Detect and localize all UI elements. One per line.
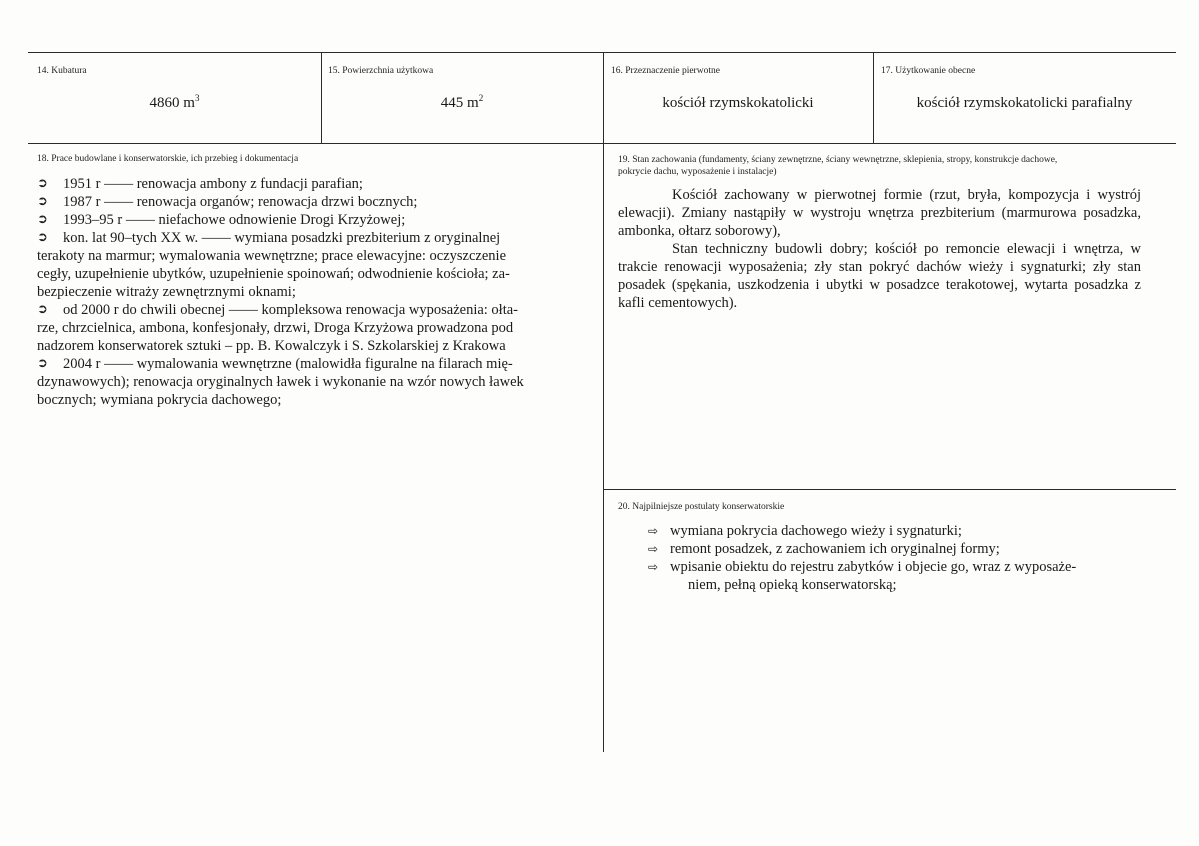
works-item xyxy=(37,211,588,229)
current-use-label: 17. Użytkowanie obecne xyxy=(881,66,976,76)
postulate-item xyxy=(648,558,1148,594)
works-continuation: nadzorem konserwatorek sztuki – pp. B. Kowalczyk i S. Szkolarskiej z Krakowa xyxy=(37,338,506,354)
postulate-text-continuation: niem, pełną opieką konserwatorską; xyxy=(688,577,897,593)
works-item-text: 1993–95 r —— niefachowe odnowienie Drogi Krzyżowej; xyxy=(63,212,406,228)
cubature-label: 14. Kubatura xyxy=(37,66,87,76)
condition-section-label xyxy=(618,154,1168,178)
condition-paragraph-2: Stan techniczny budowli dobry; kościół po remoncie elewacji i wnętrza, w trakcie renowacji wyposażenia; zły stan pokryć dachów wieży i sygnaturki; zły stan posadek (spękania, uszkodzenia i ubytki w posadzce terakotowej, wytarta posadzka z kafli cementowych). xyxy=(618,241,1141,311)
row-divider-1 xyxy=(28,143,1176,144)
condition-paragraph-1: Kościół zachowany w pierwotnej formie (rzut, bryła, kompozycja i wystrój elewacji). Zmiany nastąpiły w wystroju wnętrza prezbiterium (marmurowa posadzka, ambonka, ołtarz soborowy), xyxy=(618,187,1141,239)
works-item xyxy=(37,229,588,247)
works-item xyxy=(37,193,588,211)
usable-area-number: 445 m xyxy=(440,95,479,111)
postulate-text: wymiana pokrycia dachowego wieży i sygnaturki; xyxy=(670,523,962,539)
works-item-text: kon. lat 90–tych XX w. —— wymiana posadzki prezbiterium z oryginalnej xyxy=(63,230,501,246)
works-item-text: 2004 r —— wymalowania wewnętrzne (malowidła figuralne na filarach mię- xyxy=(63,356,513,372)
works-item xyxy=(37,175,588,193)
cubature-unit-exponent: 3 xyxy=(194,93,200,103)
postulate-item xyxy=(648,540,1148,558)
works-continuation: rze, chrzcielnica, ambona, konfesjonały, drzwi, Droga Krzyżowa prowadzona pod xyxy=(37,320,514,336)
original-purpose-label: 16. Przeznaczenie pierwotne xyxy=(611,66,720,76)
works-continuation: cegły, uzupełnienie ubytków, uzupełnienie spoinowań; odwodnienie kościoła; za- xyxy=(37,266,510,282)
original-purpose-value: kościół rzymskokatolicki xyxy=(662,95,814,111)
cubature-number: 4860 m xyxy=(149,95,195,111)
works-item-text: 1987 r —— renowacja organów; renowacja drzwi bocznych; xyxy=(63,194,418,210)
row-divider-right xyxy=(604,489,1176,490)
bold-arrow-right-icon: ➲ xyxy=(37,194,48,209)
works-continuation: bezpieczenie witraży zewnętrznymi oknami; xyxy=(37,284,296,300)
bold-arrow-right-icon: ➲ xyxy=(37,356,48,371)
works-list xyxy=(37,175,588,409)
postulate-text: remont posadzek, z zachowaniem ich oryginalnej formy; xyxy=(670,541,1000,557)
current-use-value: kościół rzymskokatolicki parafialny xyxy=(916,95,1133,111)
outline-arrow-right-icon: ⇨ xyxy=(648,542,659,556)
postulates-section-label: 20. Najpilniejsze postulaty konserwatorskie xyxy=(618,502,785,512)
works-continuation: bocznych; wymiana pokrycia dachowego; xyxy=(37,392,282,408)
cubature-value xyxy=(28,94,321,112)
bold-arrow-right-icon: ➲ xyxy=(37,212,48,227)
works-item-text: 1951 r —— renowacja ambony z fundacji parafian; xyxy=(63,176,363,192)
outline-arrow-right-icon: ⇨ xyxy=(648,524,659,538)
top-rule xyxy=(28,52,1176,53)
usable-area-label: 15. Powierzchnia użytkowa xyxy=(328,66,434,76)
bold-arrow-right-icon: ➲ xyxy=(37,230,48,245)
usable-area-value xyxy=(321,94,603,112)
outline-arrow-right-icon: ⇨ xyxy=(648,560,659,574)
works-item xyxy=(37,355,588,373)
postulate-text: wpisanie obiektu do rejestru zabytków i objecie go, wraz z wyposaże- xyxy=(670,559,1077,575)
works-continuation: terakoty na marmur; wymalowania wewnętrzne; prace elewacyjne: oczyszczenie xyxy=(37,248,506,264)
works-section-label: 18. Prace budowlane i konserwatorskie, ich przebieg i dokumentacja xyxy=(37,154,299,164)
condition-label-line-2: pokrycie dachu, wyposażenie i instalacje) xyxy=(618,167,777,177)
postulate-item xyxy=(648,522,1148,540)
condition-text xyxy=(618,186,1141,312)
usable-area-unit-exponent: 2 xyxy=(478,93,484,103)
col-divider-2 xyxy=(603,52,604,752)
bold-arrow-right-icon: ➲ xyxy=(37,302,48,317)
bold-arrow-right-icon: ➲ xyxy=(37,176,48,191)
works-item xyxy=(37,301,588,319)
condition-label-line-1: 19. Stan zachowania (fundamenty, ściany zewnętrzne, ściany wewnętrzne, sklepienia, stropy, konstrukcje dachowe, xyxy=(618,155,1058,165)
works-item-text: od 2000 r do chwili obecnej —— kompleksowa renowacja wyposażenia: ołta- xyxy=(63,302,519,318)
postulates-list xyxy=(648,522,1148,594)
works-continuation: dzynawowych); renowacja oryginalnych ławek i wykonanie na wzór nowych ławek xyxy=(37,374,524,390)
